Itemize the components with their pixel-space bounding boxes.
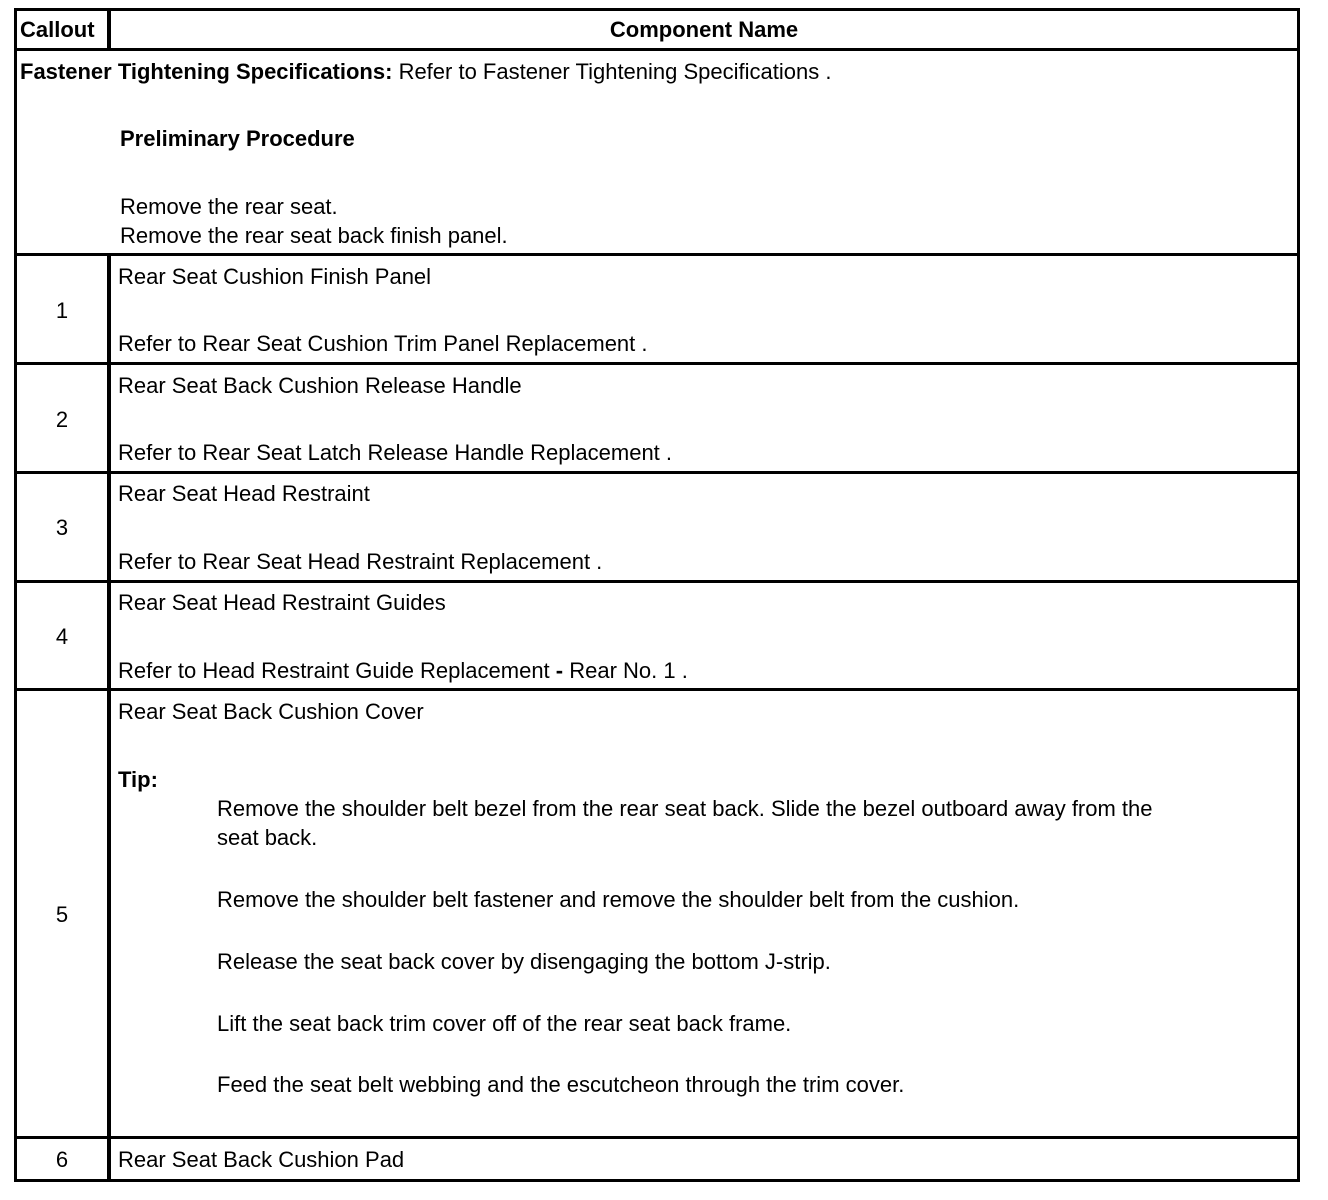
fastener-spec-link[interactable]: Refer to Fastener Tightening Specifications . [398, 59, 832, 84]
reference-suffix[interactable]: Trim Panel Replacement . [394, 331, 648, 356]
fastener-spec-line [20, 59, 831, 85]
reference-suffix[interactable]: Restraint Replacement . [366, 549, 603, 574]
reference-line [118, 549, 602, 575]
tip-text: Remove the shoulder belt fastener and remove the shoulder belt from the cushion. [217, 887, 1020, 912]
component-name: Rear Seat Back Cushion Pad [118, 1147, 405, 1172]
callout-number: 3 [55, 515, 69, 540]
callout-number: 5 [55, 902, 69, 927]
callout-number: 2 [55, 407, 69, 432]
component-name: Rear Seat Cushion Finish Panel [118, 264, 432, 289]
reference-prefix: Refer to [118, 331, 197, 356]
tip-text: Feed the seat belt webbing and the escutcheon through the trim cover. [217, 1072, 905, 1097]
header-component-name: Component Name [609, 17, 799, 42]
reference-line [118, 331, 648, 357]
reference-line [118, 440, 672, 466]
reference-suffix[interactable]: Rear No. 1 . [569, 658, 688, 683]
callout-number: 6 [55, 1147, 69, 1172]
reference-separator: - [555, 658, 564, 683]
fastener-spec-label: Fastener Tightening Specifications: [20, 59, 393, 84]
tip-text: Lift the seat back trim cover off of the rear seat back frame. [217, 1011, 792, 1036]
tip-text: seat back. [217, 825, 318, 850]
row-divider [14, 362, 1300, 365]
row-divider [14, 580, 1300, 583]
reference-suffix[interactable]: Latch Release Handle Replacement . [307, 440, 673, 465]
reference-link[interactable]: Refer to Head Restraint Guide Replacement [118, 658, 550, 683]
tip-text: Remove the shoulder belt bezel from the rear seat back. Slide the bezel outboard away from the [217, 796, 1153, 821]
reference-prefix: Refer to [118, 440, 197, 465]
header-divider [14, 48, 1300, 51]
component-name: Rear Seat Head Restraint [118, 481, 370, 506]
reference-link[interactable]: Rear Seat Head [202, 549, 361, 574]
row-divider [14, 1136, 1300, 1139]
reference-link[interactable]: Rear Seat [202, 440, 302, 465]
reference-link[interactable]: Rear Seat Cushion [202, 331, 389, 356]
component-name: Rear Seat Head Restraint Guides [118, 590, 446, 615]
row-divider [14, 688, 1300, 691]
component-name: Rear Seat Back Cushion Release Handle [118, 373, 522, 398]
callout-number: 4 [55, 624, 69, 649]
tip-label: Tip: [118, 767, 158, 792]
reference-line [118, 658, 688, 684]
reference-prefix: Refer to [118, 549, 197, 574]
row-divider [14, 471, 1300, 474]
row-divider [14, 253, 1300, 256]
header-callout: Callout [20, 17, 95, 42]
callout-number: 1 [55, 298, 69, 323]
preliminary-step: Remove the rear seat back finish panel. [120, 223, 508, 248]
preliminary-title: Preliminary Procedure [120, 126, 355, 151]
preliminary-step: Remove the rear seat. [120, 194, 338, 219]
column-divider [107, 253, 111, 1182]
component-name: Rear Seat Back Cushion Cover [118, 699, 424, 724]
tip-text: Release the seat back cover by disengaging the bottom J-strip. [217, 949, 831, 974]
